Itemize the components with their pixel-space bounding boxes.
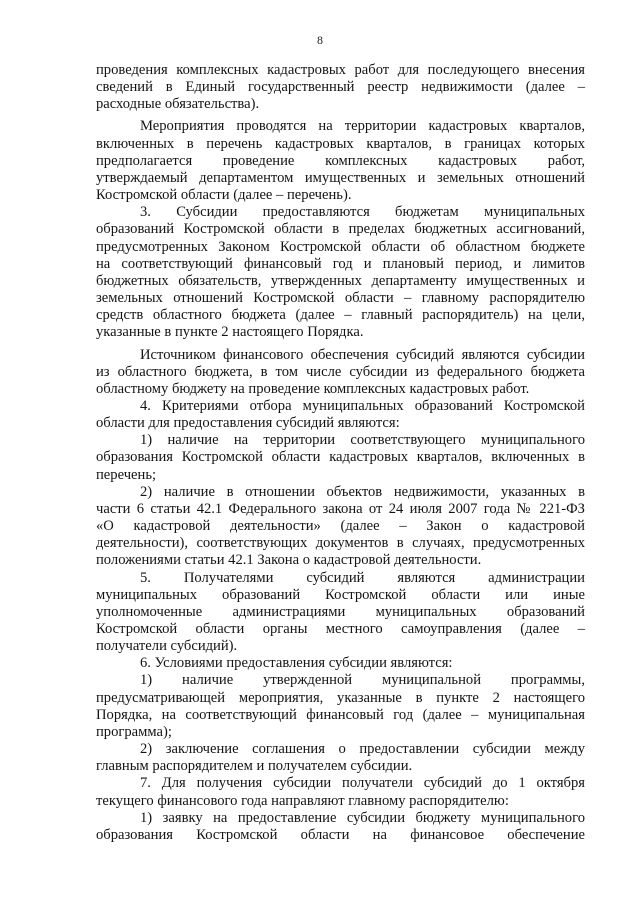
text-line: Костромской области (далее – перечень). <box>96 187 352 204</box>
text-line: области для предоставления субсидий являются: <box>96 415 400 432</box>
text-line: программа); <box>96 723 172 740</box>
text-line: Костромской области органы местного самоуправления (далее – <box>96 621 585 637</box>
text-line: 5. Получателями субсидий являются администрации <box>140 569 585 586</box>
text-line: образований Костромской области в пределах бюджетных ассигнований, <box>96 221 585 238</box>
text-line: «О кадастровой деятельности» (далее – Закон о кадастровой <box>96 518 585 535</box>
text-line: из областного бюджета, в том числе субсидии из федерального бюджета <box>96 363 585 380</box>
text-line: Источником финансового обеспечения субсидий являются субсидии <box>140 346 585 363</box>
text-line: главным распорядителем и получателем субсидии. <box>96 758 413 775</box>
text-line: земельных отношений Костромской области – главному распорядителю <box>96 290 585 307</box>
text-line: 7. Для получения субсидии получатели субсидий до 1 октября <box>140 775 585 792</box>
text-line: 4. Критериями отбора муниципальных образований Костромской <box>140 397 585 414</box>
text-line: 2) наличие в отношении объектов недвижимости, указанных в <box>140 483 585 500</box>
text-line: областному бюджету на проведение комплексных кадастровых работ. <box>96 380 530 397</box>
text-line: деятельности), соответствующих документов в случаях, предусмотренных <box>96 535 585 552</box>
text-line: расходные обязательства). <box>96 96 260 113</box>
text-line: включенных в перечень кадастровых кварталов, в границах которых <box>96 135 585 152</box>
text-line: предполагается проведение комплексных кадастровых работ, <box>96 152 585 169</box>
text-line: на соответствующий финансовый год и плановый период, и лимитов <box>96 255 585 272</box>
page-number: 8 <box>317 33 323 47</box>
document-body <box>96 62 585 844</box>
text-line: средств областного бюджета (далее – главный распорядитель) на цели, <box>96 307 585 324</box>
text-line: текущего финансового года направляют главному распорядителю: <box>96 792 509 809</box>
text-line: Мероприятия проводятся на территории кадастровых кварталов, <box>140 118 585 135</box>
text-line: предусматривающей мероприятия, указанные в пункте 2 настоящего <box>96 689 585 706</box>
text-line: предусмотренных Законом Костромской области об областном бюджете <box>96 238 585 255</box>
text-line: уполномоченные администрациями муниципальных образований <box>96 603 585 620</box>
text-line: бюджетных обязательств, утвержденных департаменту имущественных и <box>96 272 585 289</box>
text-line: сведений в Единый государственный реестр недвижимости (далее – <box>96 79 585 96</box>
text-line: части 6 статьи 42.1 Федерального закона от 24 июля 2007 года № 221-ФЗ <box>96 500 585 517</box>
text-line: 1) наличие на территории соответствующего муниципального <box>140 432 585 449</box>
text-line: получатели субсидий). <box>96 638 238 655</box>
text-line: образования Костромской области кадастровых кварталов, включенных в <box>96 449 585 466</box>
text-line: проведения комплексных кадастровых работ для последующего внесения <box>96 62 585 78</box>
text-line: Порядка, на соответствующий финансовый год (далее – муниципальная <box>96 706 585 723</box>
text-line: муниципальных образований Костромской области или иные <box>96 586 585 603</box>
text-line: 1) наличие утвержденной муниципальной программы, <box>140 672 585 689</box>
text-line: положениями статьи 42.1 Закона о кадастровой деятельности. <box>96 552 482 569</box>
text-line: 2) заключение соглашения о предоставлении субсидии между <box>140 741 585 758</box>
text-line: 6. Условиями предоставления субсидии являются: <box>140 655 453 672</box>
text-line: указанные в пункте 2 настоящего Порядка. <box>96 324 364 341</box>
text-line: перечень; <box>96 466 157 483</box>
text-line: 1) заявку на предоставление субсидии бюджету муниципального <box>140 809 585 826</box>
text-line: утверждаемый департаментом имущественных и земельных отношений <box>96 169 585 186</box>
text-line: 3. Субсидии предоставляются бюджетам муниципальных <box>140 204 585 221</box>
text-line: образования Костромской области на финансовое обеспечение <box>96 826 585 843</box>
